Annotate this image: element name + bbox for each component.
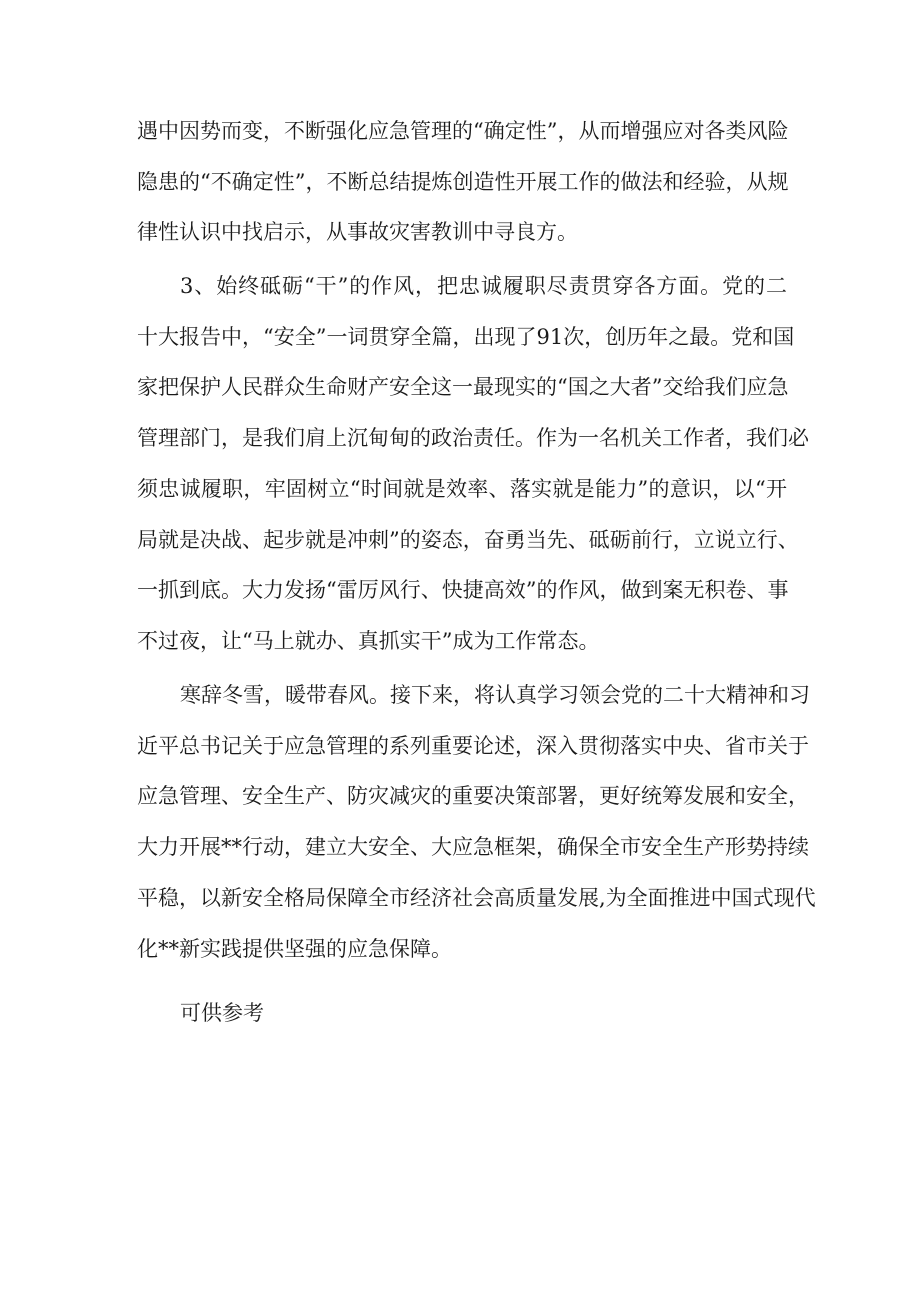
paragraph-2-line-1: 3、始终砥砺“干”的作风，把忠诚履职尽责贯穿各方面。党的二 (180, 274, 787, 298)
paragraph-2-line-2: 十大报告中，“安全”一词贯穿全篇，出现了91次，创历年之最。党和国 (137, 325, 795, 349)
paragraph-2-line-7: 一抓到底。大力发扬“雷厉风行、快捷高效”的作风，做到案无积卷、事 (137, 578, 789, 602)
paragraph-2-line-6: 局就是决战、起步就是冲刺”的姿态，奋勇当先、砥砺前行，立说立行、 (137, 528, 799, 552)
paragraph-2-line-8: 不过夜，让“马上就办、真抓实干”成为工作常态。 (137, 629, 600, 653)
paragraph-1-line-3: 律性认识中找启示，从事故灾害教训中寻良方。 (137, 220, 578, 244)
paragraph-3-line-2: 近平总书记关于应急管理的系列重要论述，深入贯彻落实中央、省市关于 (137, 734, 809, 758)
paragraph-3-line-5: 平稳，以新安全格局保障全市经济社会高质量发展,为全面推进中国式现代 (137, 886, 816, 910)
paragraph-1-line-1: 遇中因势而变，不断强化应急管理的“确定性”，从而增强应对各类风险 (137, 119, 789, 143)
paragraph-3-line-3: 应急管理、安全生产、防灾减灾的重要决策部署，更好统筹发展和安全， (137, 784, 809, 808)
paragraph-3-line-4: 大力开展**行动，建立大安全、大应急框架，确保全市安全生产形势持续 (137, 835, 809, 859)
paragraph-1-line-2: 隐患的“不确定性”，不断总结提炼创造性开展工作的做法和经验，从规 (137, 170, 789, 194)
paragraph-2-line-4: 管理部门，是我们肩上沉甸甸的政治责任。作为一名机关工作者，我们必 (137, 426, 809, 450)
paragraph-3-line-1: 寒辞冬雪，暖带春风。接下来，将认真学习领会党的二十大精神和习 (180, 683, 810, 707)
paragraph-2-line-3: 家把保护人民群众生命财产安全这一最现实的“国之大者”交给我们应急 (137, 375, 789, 399)
paragraph-2-line-5: 须忠诚履职，牢固树立“时间就是效率、落实就是能力”的意识，以“开 (137, 477, 787, 501)
closing-note: 可供参考 (180, 1001, 264, 1025)
paragraph-3-line-6: 化**新实践提供坚强的应急保障。 (137, 937, 452, 961)
